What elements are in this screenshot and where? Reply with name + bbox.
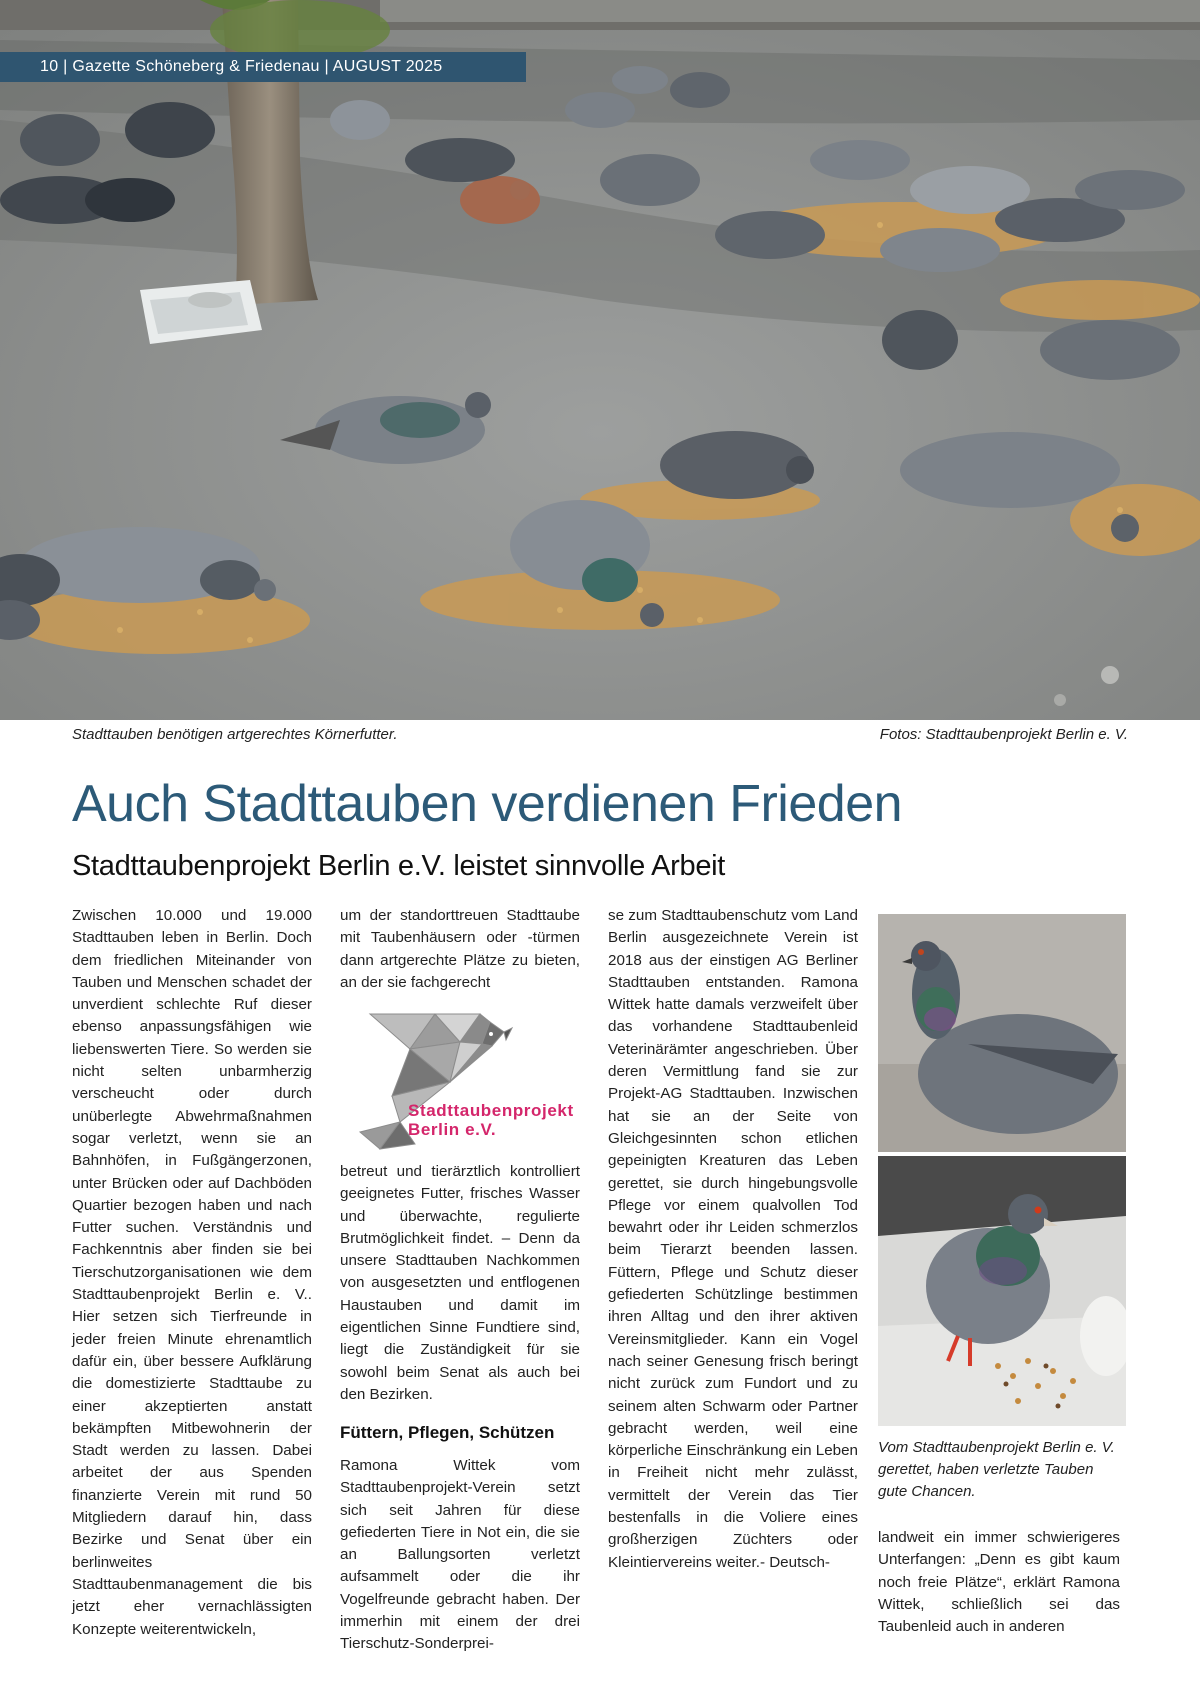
page-header-label: 10 | Gazette Schöneberg & Friedenau | AUGUST 2025 xyxy=(40,58,443,75)
side-photo-caption: Vom Stadttaubenprojekt Berlin e. V. gerettet, haben verletzte Tauben gute Chancen. xyxy=(878,1439,1115,1500)
column-4-text: landweit ein immer schwierigeres Unterfangen: „Denn es gibt kaum noch freie Plätze“, erklärt Ramona Wittek, schließlich sei das Taubenleid auch in anderen xyxy=(878,1529,1120,1636)
article-column-2-middle xyxy=(340,1161,580,1406)
section-heading: Füttern, Pflegen, Schützen xyxy=(340,1423,555,1442)
article-column-3 xyxy=(608,905,858,1574)
column-2-middle-text: betreut und tierärztlich kontrolliert geeignetes Futter, frisches Wasser und überwachte, regulierte Brutmöglichkeit findet. – Denn da unsere Stadttauben Nachkommen von ausgesetzten und entflogenen Haustauben und damit im eigentlichen Sinne Fundtiere sind, liegt die Zuständigkeit für sie sowohl beim Senat als auch bei den Bezirken. xyxy=(340,1163,580,1403)
article-column-2-top xyxy=(340,905,580,994)
column-1-text: Zwischen 10.000 und 19.000 Stadttauben leben in Berlin. Doch dem friedlichen Miteinander von Tauben und Menschen schadet der unverdient schlechte Ruf dieser ebenso anpassungsfähigen wie liebenswerten Tiere. So werden sie nicht selten unbarmherzig verscheucht oder durch unüberlegte Abwehrmaßnahmen sogar verletzt, wenn sie an Bahnhöfen, in Fußgängerzonen, unter Brücken oder auf Dachböden Quartier bezogen haben und nach Futter suchen. Verständnis und Fachkenntnis aber finden sie bei Tierschutzorganisationen wie dem Stadttaubenprojekt Berlin e. V.. Hier setzen sich Tierfreunde in jeder freien Minute ehrenamtlich dafür ein, über bessere Aufklärung die domestizierte Stadttaube zu einer akzeptierten anstatt bekämpften Mitbewohnerin der Stadt werden zu lassen. Dabei arbeitet der aus Spenden finanzierte Verein mit rund 50 Mitgliedern darauf hin, dass Bezirke und Senat über ein berlinweites Stadttaubenmanagement die bis jetzt eher vernachlässigten Konzepte weiterentwickeln, xyxy=(72,907,312,1638)
hero-caption: Stadttauben benötigen artgerechtes Körnerfutter. xyxy=(72,726,398,743)
logo-line-2: Berlin e.V. xyxy=(408,1120,497,1139)
logo-line-1: Stadttaubenprojekt xyxy=(408,1101,574,1120)
logo-wordmark xyxy=(408,1101,574,1139)
side-photo-rescued-pigeon xyxy=(878,1156,1126,1426)
photo-credit: Fotos: Stadttaubenprojekt Berlin e. V. xyxy=(879,726,1128,743)
article-subheadline: Stadttaubenprojekt Berlin e.V. leistet sinnvolle Arbeit xyxy=(72,850,726,882)
article-column-4 xyxy=(878,1527,1120,1638)
article-headline: Auch Stadttauben verdienen Frieden xyxy=(72,775,903,833)
article-column-1 xyxy=(72,905,312,1641)
column-2-top-text: um der standorttreuen Stadttaube mit Taubenhäusern oder -türmen dann artgerechte Plätze zu bieten, an der sie fachgerecht xyxy=(340,907,580,991)
page-header-bar xyxy=(0,52,526,82)
column-2-bottom-text: Ramona Wittek vom Stadttaubenprojekt-Verein setzt sich seit Jahren für diese gefiederten Tiere in Not ein, die sie an Ballungsorten verletzt aufsammelt oder die ihr Vogelfreunde gebracht haben. Der immerhin mit einem der drei Tierschutz-Sonderprei- xyxy=(340,1457,580,1653)
side-photo-pigeon-sitting xyxy=(878,914,1126,1152)
hero-caption-row xyxy=(72,726,1128,748)
article-column-2-bottom xyxy=(340,1455,580,1656)
hero-photo xyxy=(0,0,1200,720)
column-3-text: se zum Stadttaubenschutz vom Land Berlin ausgezeichnete Verein ist 2018 aus der einstigen AG Berliner Stadttauben entstanden. Ramona Wittek hatte damals verzweifelt über das vorhandene Stadttaubenleid Veterinärämter angeschrieben. Über deren Vermittlung fand sie zur Projekt-AG Stadttauben. Inzwischen hat sie an der Seite von Gleichgesinnten schon etlichen gepeinigten Kreaturen das Leben gerettet, sie durch hingebungsvolle Pflege vor einem qualvollen Tod bewahrt oder ihr Leiden schmerzlos beim Tierarzt beenden lassen. Füttern, Pflege und Schutz dieser gefiederten Schützlinge bestimmen ihren Alltag und den ihrer aktiven Vereinsmitglieder. Kann ein Vogel nach seiner Genesung frisch beringt nicht zurück zum Fundort und zu seinem alten Schwarm oder Partner gebracht werden, weil eine körperliche Einschränkung ein Leben in Freiheit nicht mehr zulässt, vermittelt der Verein das Tier bestenfalls in die Voliere eines großherzigen Züchters oder Kleintiervereins weiter.- Deutsch- xyxy=(608,907,858,1571)
